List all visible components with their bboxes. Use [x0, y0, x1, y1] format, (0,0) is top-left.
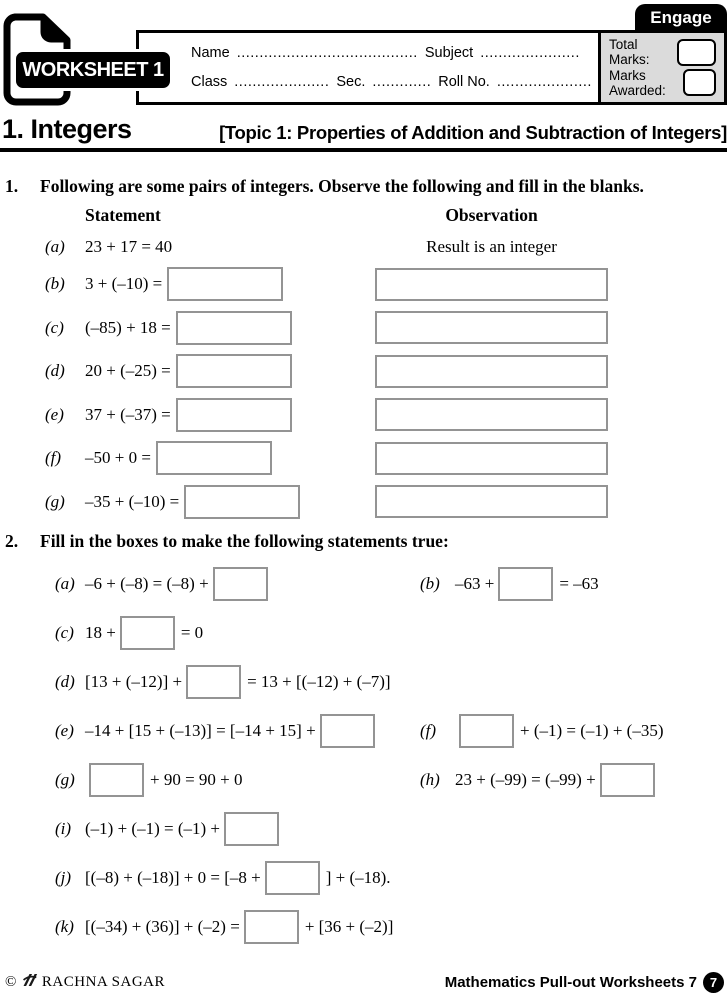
page-header: [0, 0, 727, 112]
q2-item-i: [0, 812, 420, 846]
marks-panel: [598, 33, 724, 102]
q2-line-c: [0, 616, 727, 650]
item-letter: (j): [55, 868, 72, 887]
field-row-1: [191, 45, 592, 61]
q2-line-ab: [0, 567, 727, 601]
observation-answer-box[interactable]: [375, 355, 608, 388]
equation-text: [(–8) + (–18)] + 0 = [–8 +: [85, 868, 261, 887]
q2-instruction: Fill in the boxes to make the following statements true:: [40, 531, 449, 551]
series-title: Mathematics Pull-out Worksheets 7: [444, 974, 697, 991]
q2-item-d: [0, 665, 391, 699]
sec-label: Sec.: [336, 73, 366, 90]
subject-label: Subject: [424, 45, 474, 62]
marks-awarded-row: [609, 68, 716, 98]
statement-text: 23 + 17 = 40: [85, 237, 173, 256]
answer-box[interactable]: [244, 910, 299, 944]
statement-text: (–85) + 18 =: [85, 317, 171, 337]
item-letter: (k): [55, 917, 74, 936]
publisher-block: [5, 973, 165, 992]
item-letter: (g): [55, 770, 75, 789]
item-letter: (a): [45, 237, 65, 256]
statement-text: –35 + (–10) =: [85, 491, 180, 511]
page-number: 7: [709, 975, 718, 990]
q2-item-b: [420, 567, 599, 601]
q2-item-k: [0, 910, 393, 944]
answer-box[interactable]: [224, 812, 279, 846]
topic-title: [Topic 1: Properties of Addition and Subtraction of Integers]: [219, 121, 727, 143]
item-letter: (c): [45, 317, 64, 337]
item-letter: (f): [420, 721, 437, 740]
rollno-label: Roll No.: [438, 73, 490, 90]
q2-number: 2.: [5, 531, 19, 551]
chapter-title-bar: [0, 116, 727, 152]
marks-awarded-label: Marks Awarded:: [608, 67, 666, 98]
equation-text: ] + (–18).: [325, 868, 391, 887]
publisher-name: RACHNA SAGAR: [41, 974, 166, 990]
student-info-box: [136, 30, 727, 105]
q2-line-d: [0, 665, 727, 699]
q1-heading: [0, 176, 727, 197]
total-marks-box[interactable]: [677, 39, 716, 66]
item-letter: (h): [420, 770, 440, 789]
item-letter: (f): [45, 448, 62, 467]
chapter-title: 1. Integers: [2, 114, 132, 144]
q2-line-k: [0, 910, 727, 944]
equation-text: –63 +: [455, 574, 495, 593]
rollno-field[interactable]: .....................: [496, 73, 592, 90]
item-letter: (e): [45, 404, 64, 424]
statement-answer-box[interactable]: [167, 267, 283, 301]
item-letter: (g): [45, 491, 65, 511]
item-letter: (d): [55, 672, 75, 691]
observation-answer-box[interactable]: [375, 398, 608, 431]
q2-item-f: [420, 714, 663, 748]
item-letter: (d): [45, 361, 65, 380]
statement-answer-box[interactable]: [184, 485, 300, 519]
statement-answer-box[interactable]: [176, 354, 292, 388]
class-label: Class: [191, 73, 228, 90]
item-letter: (c): [55, 623, 74, 642]
total-marks-label: Total Marks:: [608, 37, 650, 68]
item-letter: (b): [45, 274, 65, 293]
subject-field[interactable]: ......................: [480, 45, 580, 62]
answer-box[interactable]: [459, 714, 514, 748]
answer-box[interactable]: [89, 763, 144, 797]
statement-text: –50 + 0 =: [85, 448, 151, 467]
q2-line-j: [0, 861, 727, 895]
equation-text: = –63: [559, 574, 599, 593]
equation-text: (–1) + (–1) = (–1) +: [85, 819, 220, 838]
equation-text: [13 + (–12)] +: [85, 672, 183, 691]
q2-item-j: [0, 861, 391, 895]
q1-row-c: [0, 311, 727, 345]
answer-box[interactable]: [320, 714, 375, 748]
sec-field[interactable]: .............: [372, 73, 432, 90]
q2-heading: [0, 531, 727, 552]
name-label: Name: [191, 45, 230, 62]
q1-number: 1.: [5, 176, 19, 196]
worksheet-title: WORKSHEET 1: [22, 58, 164, 81]
statement-answer-box[interactable]: [176, 311, 292, 345]
q1-row-e: [0, 398, 727, 432]
observation-answer-box[interactable]: [375, 311, 608, 344]
question-1: [0, 176, 727, 528]
rachna-sagar-logo-icon: [21, 973, 38, 992]
series-block: [445, 972, 724, 993]
question-2: [0, 531, 727, 944]
equation-text: = 0: [180, 623, 204, 642]
answer-box[interactable]: [600, 763, 655, 797]
q2-item-a: [0, 567, 420, 601]
engage-badge: [635, 4, 727, 31]
q1-column-headers: [0, 205, 727, 227]
observation-text: Result is an integer: [426, 237, 557, 256]
equation-text: –14 + [15 + (–13)] = [–14 + 15] +: [85, 721, 316, 740]
statement-answer-box[interactable]: [176, 398, 292, 432]
equation-text: –6 + (–8) = (–8) +: [85, 574, 209, 593]
q2-line-ef: [0, 714, 727, 748]
equation-text: + 90 = 90 + 0: [150, 770, 243, 789]
q1-instruction: Following are some pairs of integers. Observe the following and fill in the blanks.: [40, 176, 644, 196]
equation-text: + (–1) = (–1) + (–35): [520, 721, 664, 740]
equation-text: = 13 + [(–12) + (–7)]: [247, 672, 391, 691]
item-letter: (i): [55, 819, 72, 838]
answer-box[interactable]: [120, 616, 175, 650]
statement-answer-box[interactable]: [156, 441, 272, 475]
q1-rows: [0, 267, 727, 519]
statement-header: Statement: [85, 205, 161, 225]
page-footer: [0, 972, 727, 993]
answer-box[interactable]: [186, 665, 241, 699]
student-fields: [139, 33, 598, 102]
observation-header: Observation: [445, 205, 538, 225]
q2-item-c: [0, 616, 420, 650]
observation-answer-box[interactable]: [375, 485, 608, 518]
q1-row-a: [0, 234, 727, 260]
observation-answer-box[interactable]: [375, 442, 608, 475]
statement-text: 20 + (–25) =: [85, 361, 171, 380]
q1-row-f: [0, 441, 727, 475]
answer-box[interactable]: [498, 567, 553, 601]
equation-text: [(–34) + (36)] + (–2) =: [85, 917, 240, 936]
statement-text: 37 + (–37) =: [85, 404, 171, 424]
item-letter: (e): [55, 721, 74, 740]
equation-text: 23 + (–99) = (–99) +: [455, 770, 596, 789]
answer-box[interactable]: [213, 567, 268, 601]
copyright-symbol: ©: [5, 974, 17, 990]
q1-row-g: [0, 485, 727, 519]
item-letter: (b): [420, 574, 440, 593]
answer-box[interactable]: [265, 861, 320, 895]
q1-row-d: [0, 354, 727, 388]
q2-line-i: [0, 812, 727, 846]
q2-line-gh: [0, 763, 727, 797]
class-field[interactable]: .....................: [234, 73, 330, 90]
equation-text: 18 +: [85, 623, 116, 642]
page-number-badge: [703, 972, 724, 993]
q1-row-b: [0, 267, 727, 301]
name-field[interactable]: ........................................: [236, 45, 418, 62]
marks-awarded-box[interactable]: [683, 69, 716, 96]
item-letter: (a): [55, 574, 75, 593]
statement-text: 3 + (–10) =: [85, 274, 163, 293]
q2-item-e: [0, 714, 420, 748]
q2-item-h: [420, 763, 661, 797]
q2-item-g: [0, 763, 420, 797]
observation-answer-box[interactable]: [375, 268, 608, 301]
field-row-2: [191, 74, 592, 90]
worksheet-title-bar: [13, 49, 173, 91]
total-marks-row: [609, 37, 716, 67]
equation-text: + [36 + (–2)]: [304, 917, 394, 936]
engage-label: Engage: [650, 7, 712, 27]
